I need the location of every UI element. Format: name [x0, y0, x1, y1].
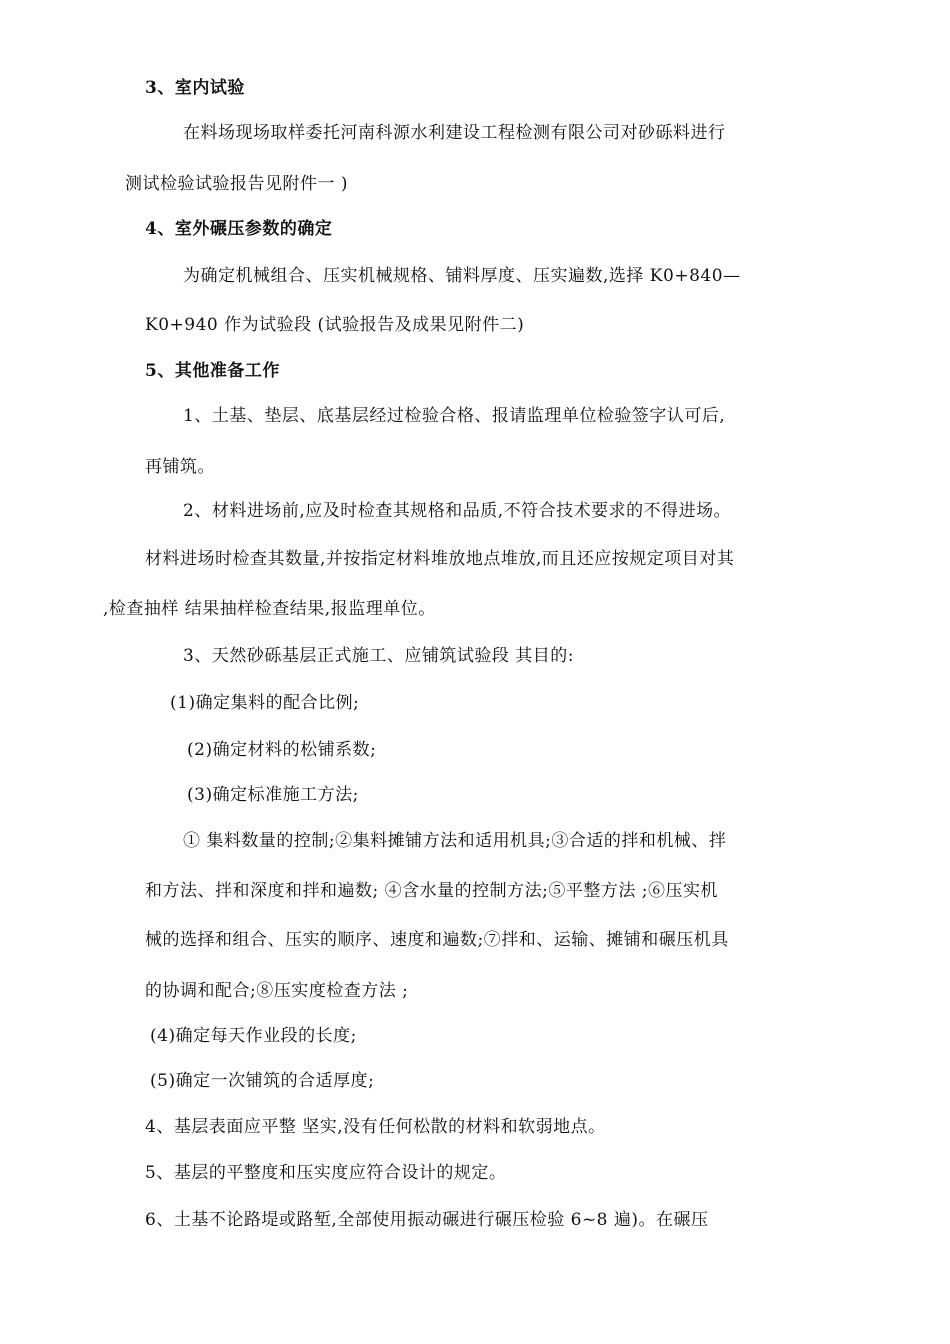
paragraph-line: 4、基层表面应平整 坚实,没有任何松散的材料和软弱地点。 — [145, 1117, 606, 1137]
paragraph-line: 测试检验试验报告见附件一 ) — [125, 174, 349, 194]
list-item: (4)确定每天作业段的长度; — [150, 1026, 357, 1046]
paragraph-line: 2、材料进场前,应及时检查其规格和品质,不符合技术要求的不得进场。 — [183, 501, 732, 521]
paragraph-line: 1、土基、垫层、底基层经过检验合格、报请监理单位检验签字认可后, — [183, 406, 726, 426]
list-item: (1)确定集料的配合比例; — [170, 693, 360, 713]
paragraph-line: 再铺筑。 — [145, 457, 215, 477]
paragraph-line: 材料进场时检查其数量,并按指定材料堆放地点堆放,而且还应按规定项目对其 — [145, 549, 735, 569]
paragraph-line: 械的选择和组合、压实的顺序、速度和遍数;⑦拌和、运输、摊铺和碾压机具 — [145, 930, 729, 950]
paragraph-line: K0+940 作为试验段 (试验报告及成果见附件二) — [145, 315, 525, 335]
section-heading-other-prep: 5、其他准备工作 — [145, 361, 280, 381]
paragraph-line: 6、土基不论路堤或路堑,全部使用振动碾进行碾压检验 6~8 遍)。在碾压 — [145, 1210, 709, 1230]
paragraph-line: 3、天然砂砾基层正式施工、应铺筑试验段 其目的: — [183, 646, 574, 666]
section-heading-compaction-params: 4、室外碾压参数的确定 — [145, 219, 333, 239]
paragraph-line: 为确定机械组合、压实机械规格、铺料厚度、压实遍数,选择 K0+840— — [183, 266, 741, 286]
paragraph-line: 5、基层的平整度和压实度应符合设计的规定。 — [145, 1163, 507, 1183]
paragraph-line: 的协调和配合;⑧压实度检查方法 ; — [145, 981, 409, 1001]
paragraph-line: ,检查抽样 结果抽样检查结果,报监理单位。 — [103, 599, 436, 619]
list-item: (2)确定材料的松铺系数; — [187, 740, 377, 760]
paragraph-line: 和方法、拌和深度和拌和遍数; ④含水量的控制方法;⑤平整方法 ;⑥压实机 — [145, 881, 718, 901]
paragraph-line: ① 集料数量的控制;②集料摊铺方法和适用机具;③合适的拌和机械、拌 — [183, 831, 727, 851]
list-item: (5)确定一次铺筑的合适厚度; — [150, 1071, 375, 1091]
list-item: (3)确定标准施工方法; — [187, 785, 359, 805]
paragraph-line: 在料场现场取样委托河南科源水利建设工程检测有限公司对砂砾料进行 — [183, 123, 726, 143]
section-heading-lab-test: 3、室内试验 — [145, 78, 245, 98]
